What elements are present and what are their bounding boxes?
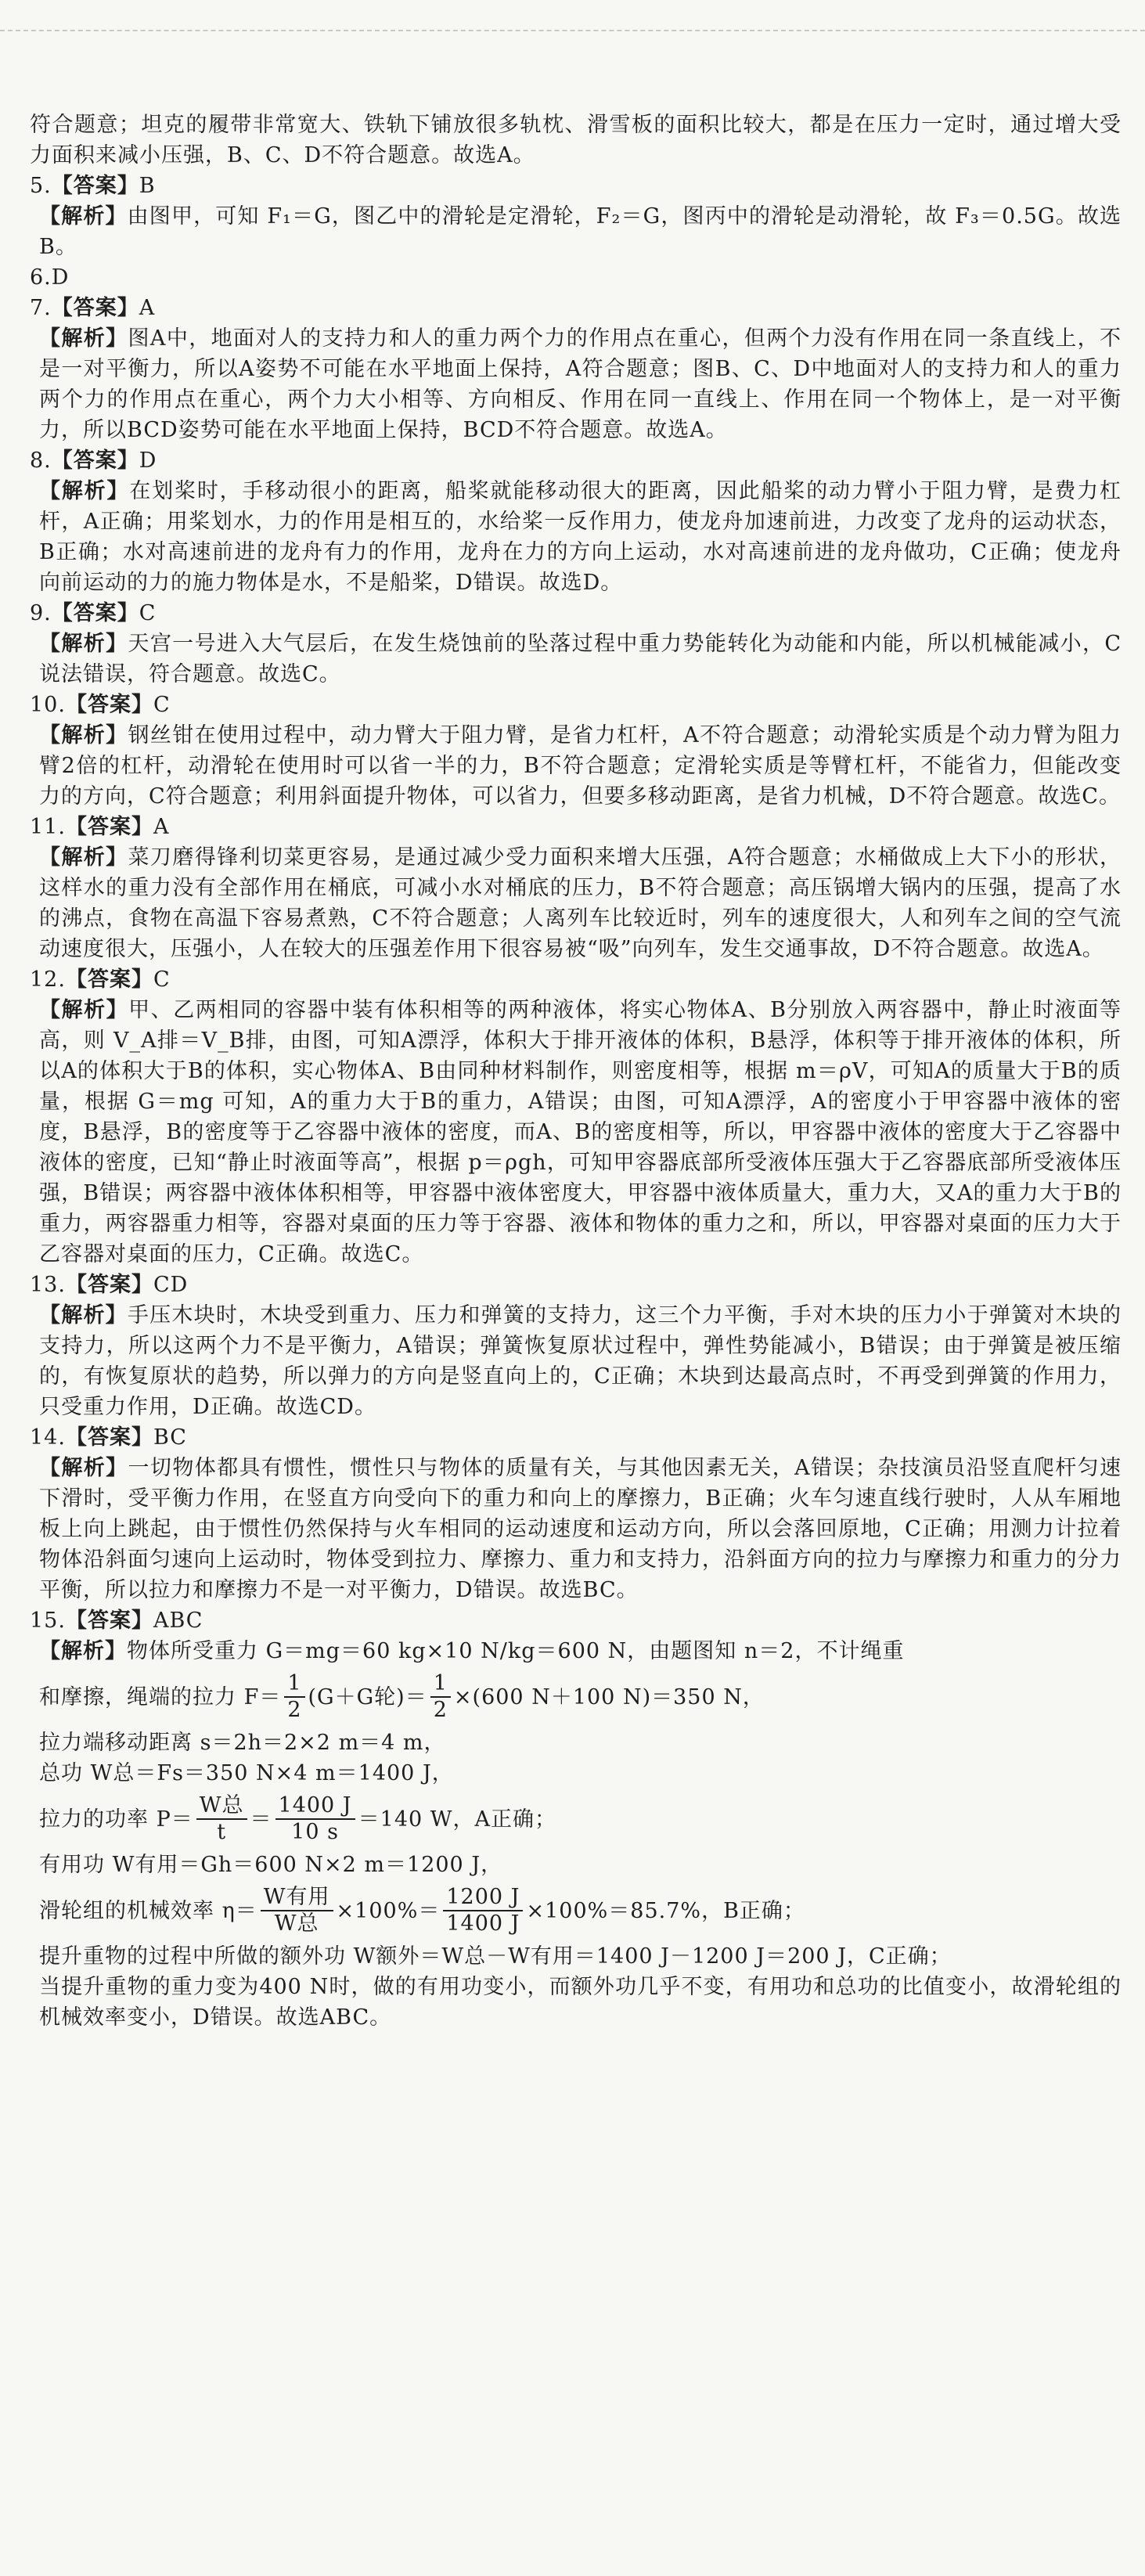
question-15-answer-line: 15.【答案】ABC (30, 1609, 203, 1633)
answer-tag: 【答案】 (65, 1273, 153, 1297)
question-9-answer-line: 9.【答案】C (30, 601, 157, 625)
analysis-tag: 【解析】 (39, 1639, 127, 1663)
page-top-divider (0, 30, 1145, 31)
question-5-analysis: 【解析】由图甲，可知 F₁＝G，图乙中的滑轮是定滑轮，F₂＝G，图丙中的滑轮是动滑轮，故 F₃＝0.5G。故选B。 (39, 204, 1122, 259)
analysis-tag: 【解析】 (39, 998, 129, 1022)
analysis-tag: 【解析】 (39, 1303, 128, 1328)
question-15-analysis: 【解析】物体所受重力 G＝mg＝60 kg×10 N/kg＝600 N，由题图知 n＝2，不计绳重 (39, 1639, 905, 1663)
answer-tag: 【答案】 (65, 1425, 153, 1450)
fraction-1200-over-1400: $\frac{1200 J}{1400 J}$ (443, 1885, 523, 1937)
extra-work-line: 提升重物的过程中所做的额外功 W额外＝W总－W有用＝1400 J－1200 J＝200 J，C正确； (39, 1944, 952, 1969)
fraction-work-over-time: $\frac{\text{W总}}{t}$ (196, 1793, 247, 1845)
answer-document (30, 110, 1122, 2033)
answer-tag: 【答案】 (51, 296, 139, 320)
fraction-1400-over-10: $\frac{1400 J}{10 s}$ (275, 1793, 355, 1845)
conclusion-line: 当提升重物的重力变为400 N时，做的有用功变小，而额外功几乎不变，有用功和总功的比值变小，故滑轮组的机械效率变小，D错误。故选ABC。 (39, 1975, 1122, 2030)
answer-tag: 【答案】 (65, 967, 153, 992)
question-12-answer-line: 12.【答案】C (30, 967, 171, 992)
analysis-tag: 【解析】 (39, 204, 128, 229)
question-12-analysis: 【解析】甲、乙两相同的容器中装有体积相等的两种液体，将实心物体A、B分别放入两容器中，静止时液面等高，则 V_A排＝V_B排，由图，可知A漂浮，体积大于排开液体的体积，B悬浮，体积等于排开液体的体积，所以A的体积大于B的体积，实心物体A、B由同种材料制作，则密度相等，根据 m＝ρV，可知A的质量大于B的质量，根据 G＝mg 可知，A的重力大于B的重力，A错误；由图，可知A漂浮，A的密度小于甲容器中液体的密度，B悬浮，B的密度等于乙容器中液体的密度，而A、B的密度相等，所以，甲容器中液体的密度大于乙容器中液体的密度，已知“静止时液面等高”，根据 p＝ρgh，可知甲容器底部所受液体压强大于乙容器底部所受液体压强，B错误；两容器中液体体积相等，甲容器中液体密度大，甲容器中液体质量大，重力大，又A的重力大于B的重力，两容器重力相等，容器对桌面的压力等于容器、液体和物体的重力之和，所以，甲容器对桌面的压力大于乙容器对桌面的压力，C正确。故选C。 (39, 998, 1122, 1266)
efficiency-formula: 滑轮组的机械效率 η＝ $\frac{\text{W有用}}{\text{W总}}$ ×100%＝ $\frac{1200 J}{1400 J}$ ×100%＝85.7%，B正确； (39, 1885, 805, 1936)
answer-tag: 【答案】 (65, 1609, 153, 1633)
answer-tag: 【答案】 (65, 693, 153, 717)
analysis-tag: 【解析】 (39, 632, 128, 656)
question-7-answer-line: 7.【答案】A (30, 296, 156, 320)
answer-tag: 【答案】 (51, 601, 139, 625)
answer-tag: 【答案】 (51, 174, 139, 198)
pull-force-formula: 和摩擦，绳端的拉力 F＝ $\frac{1}{2}$ (G＋G轮)＝ $\frac{1}{2}$ ×(600 N＋100 N)＝350 N， (39, 1671, 765, 1722)
question-9-analysis: 【解析】天宫一号进入大气层后，在发生烧蚀前的坠落过程中重力势能转化为动能和内能，所以机械能减小，C说法错误，符合题意。故选C。 (39, 632, 1122, 686)
fraction-half-1: $\frac{1}{2}$ (284, 1671, 304, 1723)
question-8-analysis: 【解析】在划桨时，手移动很小的距离，船桨就能移动很大的距离，因此船桨的动力臂小于阻力臂，是费力杠杆，A正确；用桨划水，力的作用是相互的，水给桨一反作用力，使龙舟加速前进，力改变了龙舟的运动状态，B正确；水对高速前进的龙舟有力的作用，龙舟在力的方向上运动，水对高速前进的龙舟做功，C正确；使龙舟向前运动的力的施力物体是水，不是船桨，D错误。故选D。 (39, 479, 1122, 595)
question-10-answer-line: 10.【答案】C (30, 693, 171, 717)
question-10-analysis: 【解析】钢丝钳在使用过程中，动力臂大于阻力臂，是省力杠杆，A不符合题意；动滑轮实质是个动力臂为阻力臂2倍的杠杆，动滑轮在使用时可以省一半的力，B不符合题意；定滑轮实质是等臂杠杆，不能省力，但能改变力的方向，C符合题意；利用斜面提升物体，可以省力，但要多移动距离，是省力机械，D不符合题意。故选C。 (39, 723, 1122, 809)
question-13-analysis: 【解析】手压木块时，木块受到重力、压力和弹簧的支持力，这三个力平衡，手对木块的压力小于弹簧对木块的支持力，所以这两个力不是平衡力，A错误；弹簧恢复原状过程中，弹性势能减小，B错误；由于弹簧是被压缩的，有恢复原状的趋势，所以弹力的方向是竖直向上的，C正确；木块到达最高点时，不再受到弹簧的作用力，只受重力作用，D正确。故选CD。 (39, 1303, 1122, 1419)
question-13-answer-line: 13.【答案】CD (30, 1273, 189, 1297)
question-7-analysis: 【解析】图A中，地面对人的支持力和人的重力两个力的作用点在重心，但两个力没有作用在同一条直线上，不是一对平衡力，所以A姿势不可能在水平地面上保持，A符合题意；图B、C、D中地面对人的支持力和人的重力两个力的作用点在重心，两个力大小相等、方向相反、作用在同一直线上、作用在同一个物体上，是一对平衡力，所以BCD姿势可能在水平地面上保持，BCD不符合题意。故选A。 (39, 326, 1122, 442)
analysis-tag: 【解析】 (39, 326, 128, 351)
useful-work-line: 有用功 W有用＝Gh＝600 N×2 m＝1200 J， (39, 1853, 503, 1877)
question-5-answer-line: 5.【答案】B (30, 174, 156, 198)
analysis-tag: 【解析】 (39, 723, 128, 748)
fraction-useful-over-total: $\frac{\text{W有用}}{\text{W总}}$ (261, 1885, 333, 1937)
total-work-line: 总功 W总＝Fs＝350 N×4 m＝1400 J， (39, 1761, 454, 1785)
power-formula: 拉力的功率 P＝ $\frac{\text{W总}}{t}$ ＝ $\frac{1400 J}{10 s}$ ＝140 W，A正确； (39, 1793, 557, 1844)
answer-tag: 【答案】 (51, 449, 139, 473)
analysis-tag: 【解析】 (39, 845, 128, 870)
question-8-answer-line: 8.【答案】D (30, 449, 157, 473)
answer-tag: 【答案】 (65, 815, 153, 839)
question-14-analysis: 【解析】一切物体都具有惯性，惯性只与物体的质量有关，与其他因素无关，A错误；杂技演员沿竖直爬杆匀速下滑时，受平衡力作用，在竖直方向受向下的重力和向上的摩擦力，B正确；火车匀速直线行驶时，人从车厢地板上向上跳起，由于惯性仍然保持与火车相同的运动速度和运动方向，所以会落回原地，C正确；用测力计拉着物体沿斜面匀速向上运动时，物体受到拉力、摩擦力、重力和支持力，沿斜面方向的拉力与摩擦力和重力的分力平衡，所以拉力和摩擦力不是一对平衡力，D错误。故选BC。 (39, 1456, 1122, 1602)
question-14-answer-line: 14.【答案】BC (30, 1425, 187, 1450)
question-6-answer-line: 6.D (30, 265, 70, 290)
analysis-tag: 【解析】 (39, 479, 130, 503)
intro-paragraph: 符合题意；坦克的履带非常宽大、铁轨下铺放很多轨枕、滑雪板的面积比较大，都是在压力一定时，通过增大受力面积来减小压强，B、C、D不符合题意。故选A。 (30, 113, 1122, 168)
question-11-answer-line: 11.【答案】A (30, 815, 170, 839)
analysis-tag: 【解析】 (39, 1456, 128, 1480)
fraction-half-2: $\frac{1}{2}$ (430, 1671, 451, 1723)
distance-line: 拉力端移动距离 s＝2h＝2×2 m＝4 m， (39, 1731, 446, 1755)
question-11-analysis: 【解析】菜刀磨得锋利切菜更容易，是通过减少受力面积来增大压强，A符合题意；水桶做成上大下小的形状，这样水的重力没有全部作用在桶底，可减小水对桶底的压力，B不符合题意；高压锅增大锅内的压强，提高了水的沸点，食物在高温下容易煮熟，C不符合题意；人离列车比较近时，列车的速度很大，人和列车之间的空气流动速度很大，压强小，人在较大的压强差作用下很容易被“吸”向列车，发生交通事故，D不符合题意。故选A。 (39, 845, 1122, 961)
